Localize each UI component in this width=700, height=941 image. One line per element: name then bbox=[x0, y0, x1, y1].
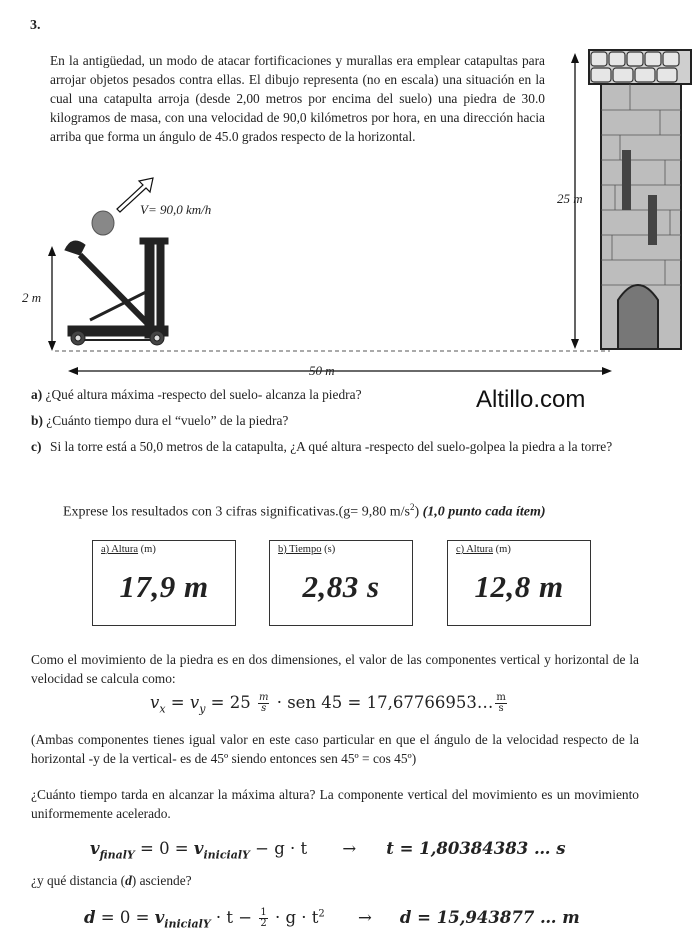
solution-paragraph-1: Como el movimiento de la piedra es en dos dimensiones, el valor de las componentes vertical y horizontal de la velocidad se calcula como: bbox=[31, 652, 639, 686]
answer-value-b: 2,83 s bbox=[302, 569, 380, 604]
distance-label: 50 m bbox=[309, 363, 335, 378]
formula-distance: $d = 0 = v_{inicialY} \cdot t$ − $\frac{1}{2}$ · $g \cdot t^2 \to d = 15,943877$ … m bbox=[84, 907, 580, 931]
formula-velocity-components: $v_x = v_y = 25$ $\frac{m}{s}$ · sen 45 = 17,67766953… $\frac{m}{s}$ bbox=[150, 692, 506, 716]
question-b: b) ¿Cuánto tiempo dura el “vuelo” de la piedra? bbox=[31, 413, 289, 428]
question-c: c) Si la torre está a 50,0 metros de la catapulta, ¿A qué altura -respecto del suelo-golpea la piedra a la torre? bbox=[31, 439, 613, 454]
answer-box-a: a) Altura (m) 17,9 m bbox=[92, 540, 236, 626]
solution-paragraph-2: (Ambas componentes tienes igual valor en este caso particular en que el ángulo de la velocidad respecto de la horizontal -y de la vertical- es de 45º siendo entonces sen 45º = cos 45º) bbox=[31, 732, 639, 766]
answer-value-c: 12,8 m bbox=[474, 569, 564, 604]
intro-paragraph: En la antigüedad, un modo de atacar fortificaciones y murallas era emplear catapultas para arrojar objetos pesados contra ellas. El dibujo representa (no en escala) una situación en la cual una catapulta arroja (desde 2,00 metros por encima del suelo) una piedra de 30.0 kilogramos de masa, con una velocidad de 90,0 kilómetros por hora, en una dirección hacia arriba que forma un ángulo de 45.0 grados respecto de la horizontal. bbox=[50, 53, 545, 144]
catapult-figure bbox=[0, 40, 700, 380]
answer-value-a: 17,9 m bbox=[119, 569, 209, 604]
height-label: 2 m bbox=[22, 290, 42, 305]
formula-time: $v_{finalY} = 0 = v_{inicialY} - g \cdot t \to t = 1,80384383$ … s bbox=[90, 839, 566, 862]
question-a: a) ¿Qué altura máxima -respecto del suelo- alcanza la piedra? bbox=[31, 387, 362, 402]
answer-box-c: c) Altura (m) 12,8 m bbox=[447, 540, 591, 626]
instructions: Exprese los resultados con 3 cifras significativas.(g= 9,80 $m/s^2$) (1,0 punto cada ítem) bbox=[63, 502, 546, 520]
solution-paragraph-4: ¿y qué distancia (d) asciende? bbox=[31, 873, 192, 888]
velocity-label: V= 90,0 km/h bbox=[140, 202, 212, 217]
catapult bbox=[65, 238, 168, 345]
problem-number: 3. bbox=[30, 18, 41, 33]
solution-paragraph-3: ¿Cuánto tiempo tarda en alcanzar la máxima altura? La componente vertical del movimiento es un movimiento uniformemente acelerado. bbox=[31, 787, 639, 821]
stone bbox=[92, 211, 114, 235]
answer-box-b: b) Tiempo (s) 2,83 s bbox=[269, 540, 413, 626]
tower bbox=[589, 50, 691, 349]
tower-height-label: 25 m bbox=[557, 191, 583, 206]
watermark: Altillo.com bbox=[476, 386, 586, 413]
